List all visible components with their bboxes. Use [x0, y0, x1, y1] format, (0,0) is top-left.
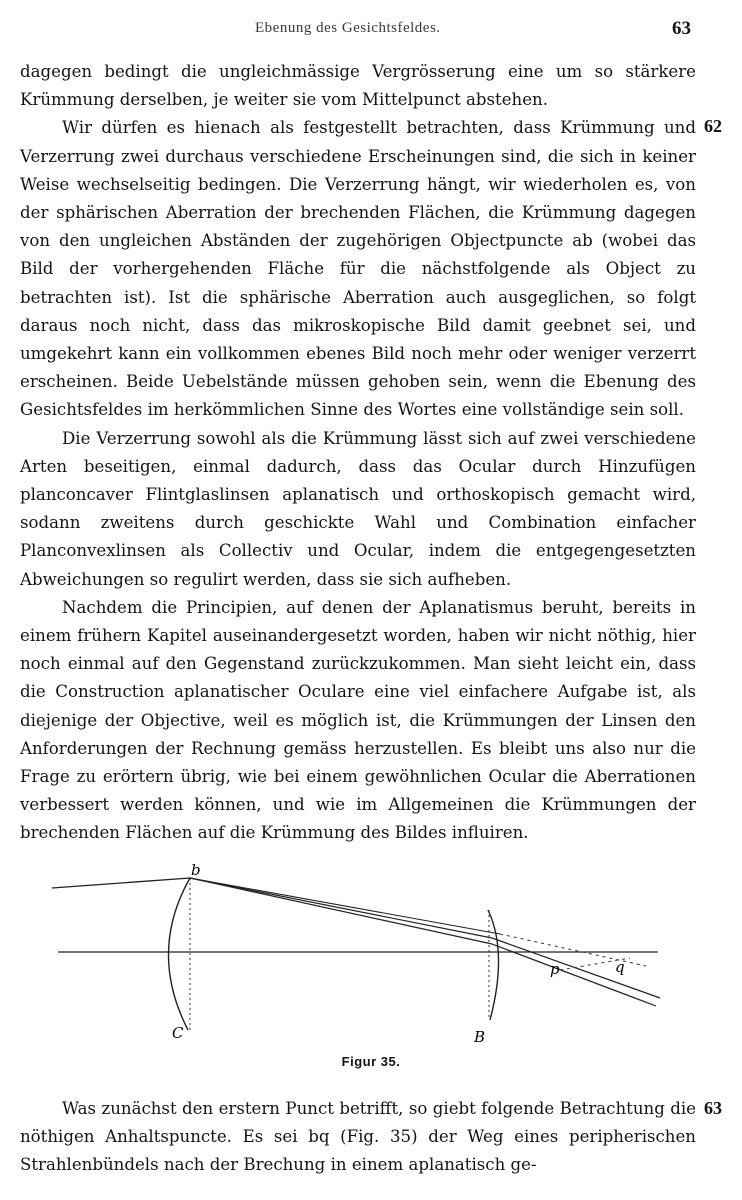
- paragraph-aplanatism: Nachdem die Principien, auf denen der Aplanatismus beruht, bereits in einem frühern Kapitel auseinandergesetzt worden, haben wir nicht nöthig, hier noch einmal auf den Gegenstand zurückzukommen. Man sieht leicht ein, dass die Construction aplanatischer Oculare eine viel einfachere Aufgabe ist, als diejenige der Objective, weil es möglich ist, die Krümmungen der Linsen den Anforderungen der Rechnung gemäss herzustellen. Es bleibt uns also nur die Frage zu erörtern übrig, wie bei einem gewöhnlichen Ocular die Aberrationen verbessert werden können, und wie im Allgemeinen die Krümmungen der brechenden Flächen auf die Krümmung des Bildes influiren.: [20, 597, 696, 843]
- lens-c: [168, 878, 190, 1030]
- label-p: p: [550, 960, 560, 978]
- label-q: q: [615, 958, 625, 976]
- label-c: C: [172, 1024, 184, 1042]
- paragraph-curvature-distortion: Wir dürfen es hienach als festgestellt betrachten, dass Krümmung und Verzerrung zwei durchaus verschiedene Erscheinungen sind, die sich in keiner Weise wechselseitig bedingen. Die Verzerrung hängt, wir wiederholen es, von der sphärischen Aberration der brechenden Flächen, die Krümmung dagegen von den ungleichen Abständen der zugehörigen Objectpuncte ab (wobei das Bild der vorhergehenden Fläche für die nächstfolgende als Object zu betrachten ist). Ist die sphärische Aberration auch ausgeglichen, so folgt daraus noch nicht, dass das mikroskopische Bild damit geebnet sei, und umgekehrt kann ein vollkommen ebenes Bild noch mehr oder weniger verzerrt erscheinen. Beide Uebelstände müssen gehoben sein, wenn die Ebenung des Gesichtsfeldes im herkömmlichen Sinne des Wortes eine vollständige sein soll.: [20, 118, 696, 420]
- running-head: [0, 18, 742, 46]
- page-number: 63: [672, 18, 691, 39]
- label-b: b: [191, 861, 201, 879]
- figure-caption: Figur 35.: [341, 1054, 401, 1069]
- body-text-bottom: [20, 1095, 696, 1180]
- label-big-b: B: [474, 1028, 486, 1046]
- paragraph-continuation: dagegen bedingt die ungleichmässige Vergrösserung eine um so stärkere Krümmung derselben, je weiter sie vom Mittelpunct abstehen.: [20, 62, 696, 110]
- running-title: Ebenung des Gesichtsfeldes.: [255, 20, 441, 36]
- refracted-ray-2: [492, 944, 656, 1006]
- margin-section-number-2: 63: [704, 1098, 722, 1118]
- body-text: [20, 58, 696, 848]
- paragraph-correction-methods: Die Verzerrung sowohl als die Krümmung lässt sich auf zwei verschiedene Arten beseitigen, einmal dadurch, dass das Ocular durch Hinzufügen planconcaver Flintglaslinsen aplanatisch und orthoskopisch gemacht wird, sodann zweitens durch geschickte Wahl und Combination einfacher Planconvexlinsen als Collectiv und Ocular, indem die entgegengesetzten Abweichungen so regulirt werden, dass sie sich aufheben.: [20, 428, 696, 589]
- lens-b: [488, 910, 499, 1020]
- paragraph-first-point: Was zunächst den erstern Punct betrifft, so giebt folgende Betrachtung die nöthigen Anhaltspuncte. Es sei bq (Fig. 35) der Weg eines peripherischen Strahlenbündels nach der Brechung in einem aplanatisch ge-: [20, 1099, 696, 1175]
- incoming-ray: [52, 878, 190, 888]
- refracted-ray-1: [492, 938, 660, 998]
- ray-3: [190, 878, 500, 934]
- figure-35-diagram: [30, 848, 680, 1058]
- margin-section-number: 62: [704, 116, 722, 136]
- ray-1: [190, 878, 492, 938]
- ray-2: [190, 878, 492, 944]
